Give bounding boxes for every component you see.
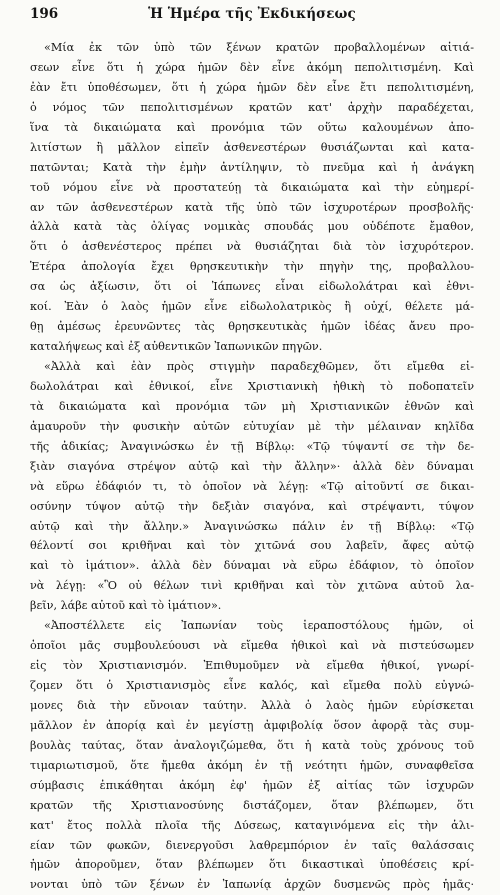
page-body bbox=[30, 38, 474, 895]
text-line: ὁ νόμος τῶν πεπολιτισμένων κρατῶν κατ' ἀρχὴν παραδέχεται, bbox=[30, 100, 474, 114]
text-line: αν τῶν ἀσθενεστέρων κατὰ τῆς ὑπὸ τῶν ἰσχυροτέρων προσβολῆς· bbox=[30, 200, 474, 214]
paragraph-2 bbox=[30, 357, 474, 616]
text-line: βεῖν, λάβε αὐτοῦ καὶ τὸ ἱμάτιον». bbox=[30, 599, 222, 613]
text-line: ἐὰν ἔτι ὑποθέσωμεν, ὅτι ἡ χώρα ἡμῶν δὲν εἶνε ἔτι πεπολιτισμένη, bbox=[30, 80, 474, 94]
paragraph-3 bbox=[30, 616, 474, 895]
text-line: «Μία ἐκ τῶν ὑπὸ τῶν ξένων κρατῶν προβαλλομένων αἰτιά- bbox=[44, 41, 474, 54]
text-line: εἰς τὸν Χριστιανισμόν. Ἐπιθυμοῦμεν νὰ εἴμεθα ἠθικοί, γνωρί- bbox=[30, 659, 474, 673]
text-line: είαν τῶν φωκῶν, διενεργοῦσι λαθρεμπόριον ἐν ταῖς θαλάσσαις bbox=[30, 838, 474, 852]
text-line: «Ἀποστέλλετε εἰς Ἰαπωνίαν τοὺς ἱεραποστόλους ἡμῶν, οἱ bbox=[44, 619, 474, 633]
text-line: δωλολάτραι καὶ ἐθνικοί, εἶνε Χριστιανικὴ ἠθικὴ τὸ ποδοπατεῖν bbox=[30, 379, 474, 393]
text-line: θῃ ἀμέσως ἐρευνῶντες τὰς θρησκευτικὰς ἡμῶν ἰδέας ἄνευ προ- bbox=[30, 320, 474, 334]
text-line: ζομεν ὅτι ὁ Χριστιανισμὸς εἶνε καλός, καὶ εἴμεθα πολὺ εὐγνώ- bbox=[30, 679, 474, 692]
running-title: Ἡ Ἡμέρα τῆς Ἐκδικήσεως bbox=[148, 6, 356, 22]
text-line: λιτίστων ἢ μᾶλλον εἰπεῖν ἀσθενεστέρων θυσιάζωνται καὶ κατα- bbox=[30, 140, 474, 154]
text-line: σεων εἶνε ὅτι ἡ χώρα ἡμῶν δὲν εἶνε ἀκόμη πεπολιτισμένη. Καὶ bbox=[30, 60, 474, 74]
text-line: Ἑτέρα ἀπολογία ἔχει θρησκευτικὴν τὴν πηγὴν της, προβαλλου- bbox=[30, 260, 474, 274]
paragraph-1 bbox=[30, 38, 474, 357]
text-line: ὅτι ὁ ἀσθενέστερος πρέπει νὰ θυσιάζηται διὰ τὸν ἰσχυρότερον. bbox=[30, 240, 474, 254]
text-line: σα ὡς ἀξίωσιν, ὅτι οἱ Ἰάπωνες εἶναι εἰδωλολάτραι καὶ ἐθνι- bbox=[30, 280, 474, 294]
text-line: μᾶλλον ἐν ἀπορίᾳ καὶ ἐν μεγίστῃ ἀμφιβολίᾳ ὅσον ἀφορᾷ τὰς συμ- bbox=[30, 718, 474, 732]
text-line: ἀμαυροῦν τὴν φυσικὴν αὐτῶν εὐτυχίαν μὲ τὴν μέλαιναν κηλῖδα bbox=[30, 419, 474, 433]
text-line: κοί. Ἐὰν ὁ λαὸς ἡμῶν εἶνε εἰδωλολατρικὸς ἢ οὐχί, θέλετε μά- bbox=[30, 300, 474, 314]
text-line: νονται ὑπὸ τῶν ξένων ἐν Ἰαπωνίᾳ ἀρχῶν δυσμενῶς πρὸς ἡμᾶς· bbox=[30, 878, 474, 892]
text-line: ὁποῖοι μᾶς συμβουλεύουσι νὰ εἴμεθα ἠθικοὶ καὶ νὰ πιστεύσωμεν bbox=[30, 639, 474, 653]
text-line: ἵνα τὰ δικαιώματα καὶ προνόμια τῶν οὕτω καλουμένων ἀπο- bbox=[30, 120, 474, 134]
text-line: κρατῶν τῆς Χριστιανοσύνης διστάζομεν, ὅταν βλέπωμεν, ὅτι bbox=[30, 798, 474, 812]
text-line: νὰ εὕρω ἐδάφιόν τι, τὸ ὁποῖον νὰ λέγῃ: «Τῷ αἰτοῦντί σε δικαι- bbox=[30, 479, 474, 493]
text-line: βουλὰς ταύτας, ὅταν ἀναλογιζώμεθα, ὅτι ἡ κατὰ τοὺς χρόνους τοῦ bbox=[30, 738, 474, 752]
text-line: «Ἀλλὰ καὶ ἐὰν πρὸς στιγμὴν παραδεχθῶμεν, ὅτι εἴμεθα εἰ- bbox=[44, 360, 474, 373]
text-line: οσύνην τύψον αὐτῷ τὴν δεξιὰν σιαγόνα, καὶ στρέψαντι, τύψον bbox=[30, 499, 474, 513]
text-line: μονες διὰ τὴν εὔνοιαν ταύτην. Ἀλλὰ ὁ λαὸς ἡμῶν εὑρίσκεται bbox=[30, 698, 474, 712]
text-line: ἀλλὰ κατὰ τὰς ὀλίγας νομικὰς σπουδάς μου οὐδέποτε ἔμαθον, bbox=[30, 220, 474, 234]
text-line: τὰ δικαιώματα καὶ προνόμια τῶν μὴ Χριστιανικῶν ἐθνῶν καὶ bbox=[30, 399, 474, 413]
text-line: καταλήψεως καὶ ἐξ αὐθεντικῶν Ἰαπωνικῶν πηγῶν. bbox=[30, 340, 323, 354]
page-number: 196 bbox=[30, 6, 59, 22]
text-line: σύμβασις ἐπικάθηται ἀκόμη ἐφ' ἡμῶν ἐξ αἰτίας τῶν ἰσχυρῶν bbox=[30, 778, 474, 792]
text-line: ξιὰν σιαγόνα στρέψον αὐτῷ καὶ τὴν ἄλλην»· ἀλλὰ δὲν δύναμαι bbox=[30, 459, 474, 473]
page-header bbox=[30, 6, 474, 26]
text-line: ἡμῶν ἀποροῦμεν, ὅταν βλέπωμεν ὅτι δικαστικαὶ ὑποθέσεις κρί- bbox=[30, 858, 474, 872]
text-line: καὶ τὸ ἱμάτιον». ἀλλὰ δὲν δύναμαι νὰ εὕρω ἐδάφιον, τὸ ὁποῖον bbox=[30, 559, 474, 573]
text-line: τῆς ἀδικίας; Ἀναγινώσκω ἐν τῇ Βίβλῳ: «Τῷ τύψαντί σε τὴν δε- bbox=[30, 439, 474, 453]
text-line: θέλοντί σοι κριθῆναι καὶ τὸν χιτῶνά σου λαβεῖν, ἄφες αὐτῷ bbox=[30, 539, 474, 553]
text-line: τιμαριωτισμοῦ, ὅτε ἤμεθα ἀκόμη ἐν τῇ νεότητι ἡμῶν, συναφθεῖσα bbox=[30, 758, 474, 772]
text-line: αὐτῷ καὶ τὴν ἄλλην.» Ἀναγινώσκω πάλιν ἐν τῇ Βίβλῳ: «Τῷ bbox=[30, 519, 474, 533]
text-line: νὰ λέγῃ: «Ὃ οὐ θέλων τινὶ κριθῆναι καὶ τὸν χιτῶνα αὐτοῦ λα- bbox=[30, 579, 474, 593]
text-line: πατῶνται; Κατὰ τὴν ἐμὴν ἀντίληψιν, τὸ πνεῦμα καὶ ἡ ἀνάγκη bbox=[30, 160, 474, 174]
text-line: τοῦ νόμου εἶνε νὰ προστατεύῃ τὰ δικαιώματα καὶ τὴν εὐημερί- bbox=[30, 180, 474, 194]
text-line: κατ' ἔτος πολλὰ πλοῖα τῆς Δύσεως, καταγινόμενα εἰς τὴν ἁλι- bbox=[30, 818, 474, 832]
